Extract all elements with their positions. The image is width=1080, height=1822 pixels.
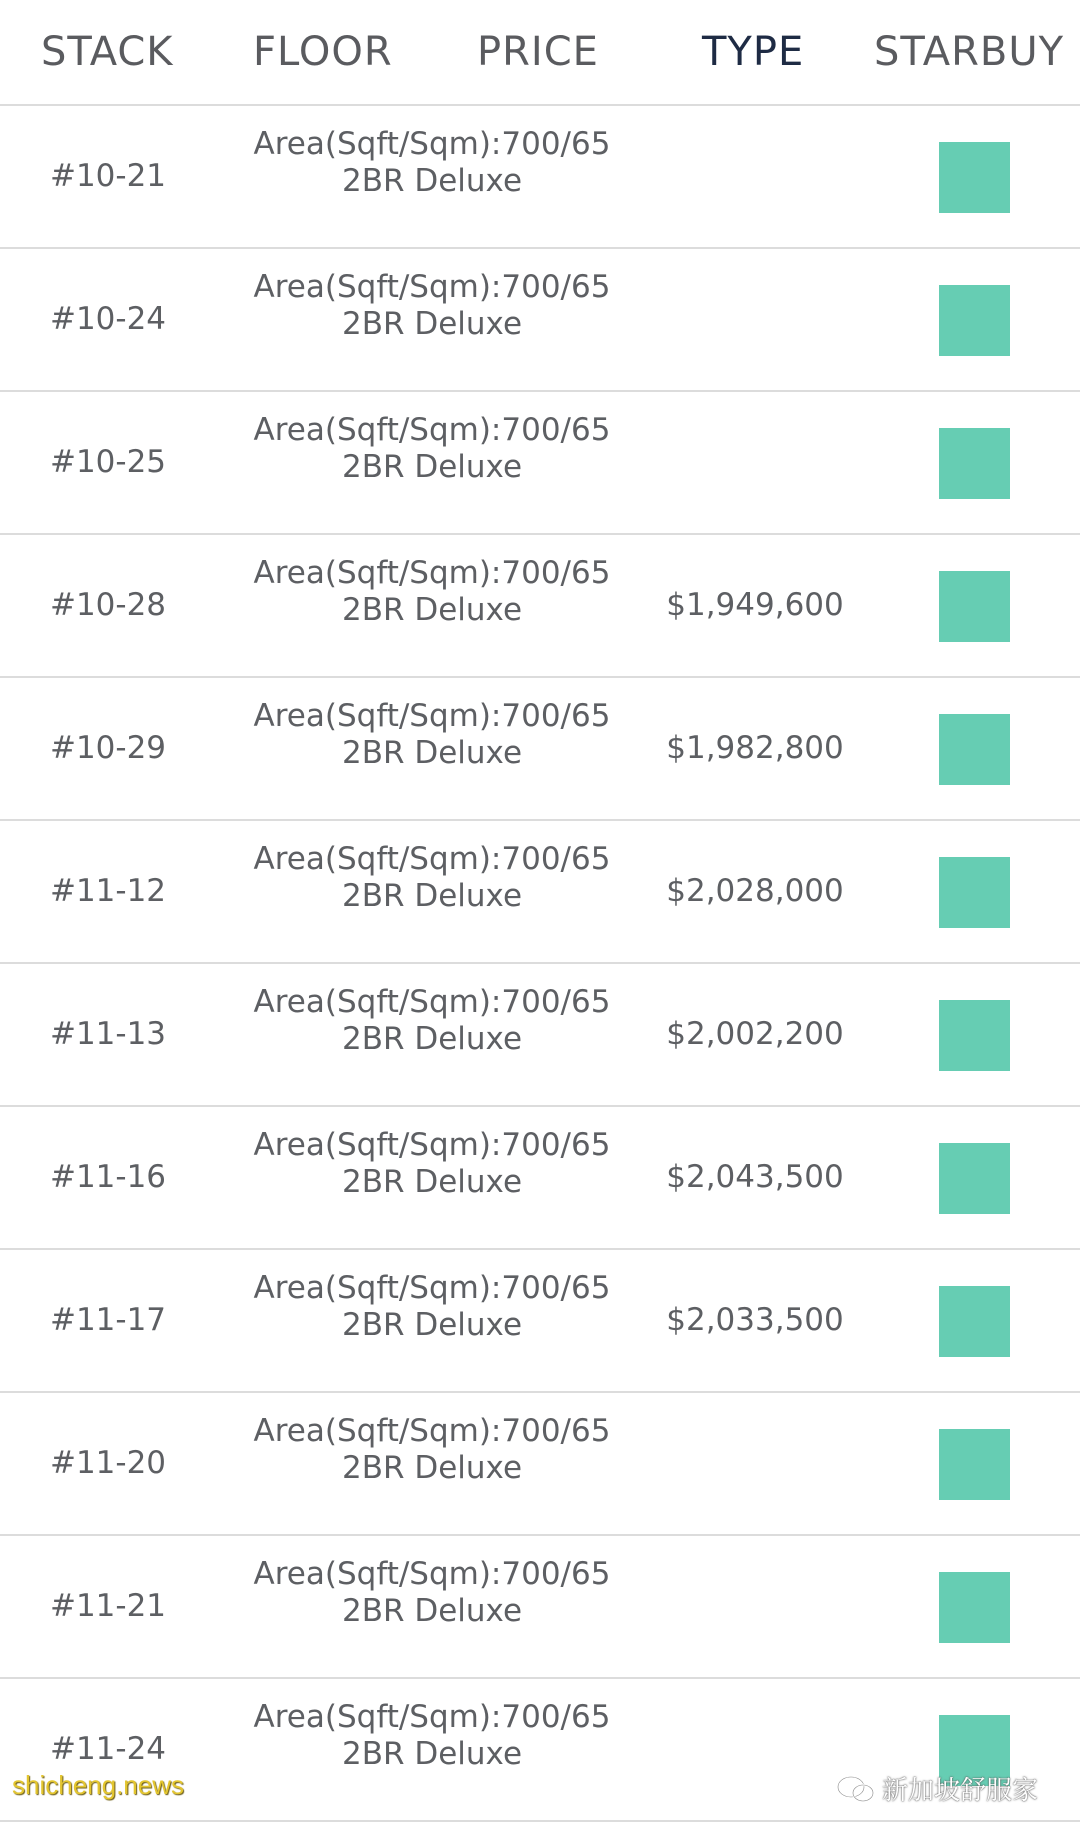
unit-type-text: 2BR Deluxe bbox=[341, 163, 523, 199]
unit-type-text: 2BR Deluxe bbox=[341, 1450, 523, 1486]
wechat-icon bbox=[836, 1774, 876, 1804]
starbuy-marker[interactable] bbox=[939, 428, 1010, 499]
starbuy-marker[interactable] bbox=[939, 142, 1010, 213]
price-cell bbox=[640, 106, 870, 247]
floor-cell bbox=[232, 1556, 632, 1630]
area-text: Area(Sqft/Sqm):700/65 bbox=[253, 1127, 611, 1163]
table-row[interactable] bbox=[0, 1250, 1080, 1393]
stack-cell: #11-17 bbox=[49, 1302, 167, 1338]
table-row[interactable] bbox=[0, 535, 1080, 678]
price-cell bbox=[640, 1536, 870, 1677]
stack-cell: #11-21 bbox=[49, 1588, 167, 1624]
floor-cell bbox=[232, 269, 632, 343]
unit-table-body bbox=[0, 106, 1080, 1822]
column-header-type[interactable]: TYPE bbox=[702, 29, 805, 75]
column-header-starbuy[interactable]: STARBUY bbox=[874, 29, 1065, 75]
stack-cell: #10-25 bbox=[49, 444, 167, 480]
unit-type-text: 2BR Deluxe bbox=[341, 735, 523, 771]
floor-cell bbox=[232, 555, 632, 629]
starbuy-marker[interactable] bbox=[939, 857, 1010, 928]
starbuy-marker[interactable] bbox=[939, 714, 1010, 785]
price-cell: $2,002,200 bbox=[666, 1016, 844, 1052]
unit-type-text: 2BR Deluxe bbox=[341, 1593, 523, 1629]
unit-type-text: 2BR Deluxe bbox=[341, 1307, 523, 1343]
table-row[interactable] bbox=[0, 392, 1080, 535]
unit-type-text: 2BR Deluxe bbox=[341, 1164, 523, 1200]
watermark-account: 新加坡舒服家 bbox=[882, 1776, 1039, 1806]
floor-cell bbox=[232, 1413, 632, 1487]
stack-cell: #10-21 bbox=[49, 158, 167, 194]
stack-cell: #11-12 bbox=[49, 873, 167, 909]
starbuy-marker[interactable] bbox=[939, 571, 1010, 642]
unit-type-text: 2BR Deluxe bbox=[341, 1736, 523, 1772]
area-text: Area(Sqft/Sqm):700/65 bbox=[253, 841, 611, 877]
area-text: Area(Sqft/Sqm):700/65 bbox=[253, 126, 611, 162]
price-cell: $1,982,800 bbox=[666, 730, 844, 766]
table-row[interactable] bbox=[0, 1107, 1080, 1250]
price-cell bbox=[640, 249, 870, 390]
stack-cell: #10-24 bbox=[49, 301, 167, 337]
price-cell bbox=[640, 1393, 870, 1534]
table-row[interactable] bbox=[0, 249, 1080, 392]
price-cell bbox=[640, 392, 870, 533]
unit-type-text: 2BR Deluxe bbox=[341, 449, 523, 485]
price-cell: $2,028,000 bbox=[666, 873, 844, 909]
stack-cell: #11-16 bbox=[49, 1159, 167, 1195]
starbuy-marker[interactable] bbox=[939, 1572, 1010, 1643]
column-header-stack[interactable]: STACK bbox=[41, 29, 174, 75]
table-row[interactable] bbox=[0, 106, 1080, 249]
table-row[interactable] bbox=[0, 821, 1080, 964]
floor-cell bbox=[232, 126, 632, 200]
starbuy-marker[interactable] bbox=[939, 1429, 1010, 1500]
unit-type-text: 2BR Deluxe bbox=[341, 592, 523, 628]
floor-cell bbox=[232, 412, 632, 486]
floor-cell bbox=[232, 1270, 632, 1344]
table-row[interactable] bbox=[0, 1393, 1080, 1536]
unit-type-text: 2BR Deluxe bbox=[341, 878, 523, 914]
area-text: Area(Sqft/Sqm):700/65 bbox=[253, 1556, 611, 1592]
stack-cell: #10-28 bbox=[49, 587, 167, 623]
area-text: Area(Sqft/Sqm):700/65 bbox=[253, 1270, 611, 1306]
stack-cell: #11-20 bbox=[49, 1445, 167, 1481]
unit-type-text: 2BR Deluxe bbox=[341, 1021, 523, 1057]
table-row[interactable] bbox=[0, 964, 1080, 1107]
area-text: Area(Sqft/Sqm):700/65 bbox=[253, 1699, 611, 1735]
starbuy-marker[interactable] bbox=[939, 1000, 1010, 1071]
starbuy-marker[interactable] bbox=[939, 1286, 1010, 1357]
table-row[interactable] bbox=[0, 678, 1080, 821]
area-text: Area(Sqft/Sqm):700/65 bbox=[253, 555, 611, 591]
stack-cell: #11-24 bbox=[49, 1731, 167, 1767]
unit-type-text: 2BR Deluxe bbox=[341, 306, 523, 342]
area-text: Area(Sqft/Sqm):700/65 bbox=[253, 412, 611, 448]
area-text: Area(Sqft/Sqm):700/65 bbox=[253, 269, 611, 305]
table-row[interactable] bbox=[0, 1536, 1080, 1679]
floor-cell bbox=[232, 1127, 632, 1201]
stack-cell: #11-13 bbox=[49, 1016, 167, 1052]
starbuy-marker[interactable] bbox=[939, 1143, 1010, 1214]
column-header-price[interactable]: PRICE bbox=[477, 29, 599, 75]
column-header-floor[interactable]: FLOOR bbox=[253, 29, 393, 75]
floor-cell bbox=[232, 698, 632, 772]
area-text: Area(Sqft/Sqm):700/65 bbox=[253, 1413, 611, 1449]
price-cell: $1,949,600 bbox=[666, 587, 844, 623]
floor-cell bbox=[232, 1699, 632, 1773]
area-text: Area(Sqft/Sqm):700/65 bbox=[253, 698, 611, 734]
floor-cell bbox=[232, 841, 632, 915]
price-cell: $2,033,500 bbox=[666, 1302, 844, 1338]
floor-cell bbox=[232, 984, 632, 1058]
watermark-source: shicheng.news bbox=[12, 1770, 184, 1800]
area-text: Area(Sqft/Sqm):700/65 bbox=[253, 984, 611, 1020]
table-header bbox=[0, 0, 1080, 106]
stack-cell: #10-29 bbox=[49, 730, 167, 766]
starbuy-marker[interactable] bbox=[939, 285, 1010, 356]
price-cell: $2,043,500 bbox=[666, 1159, 844, 1195]
